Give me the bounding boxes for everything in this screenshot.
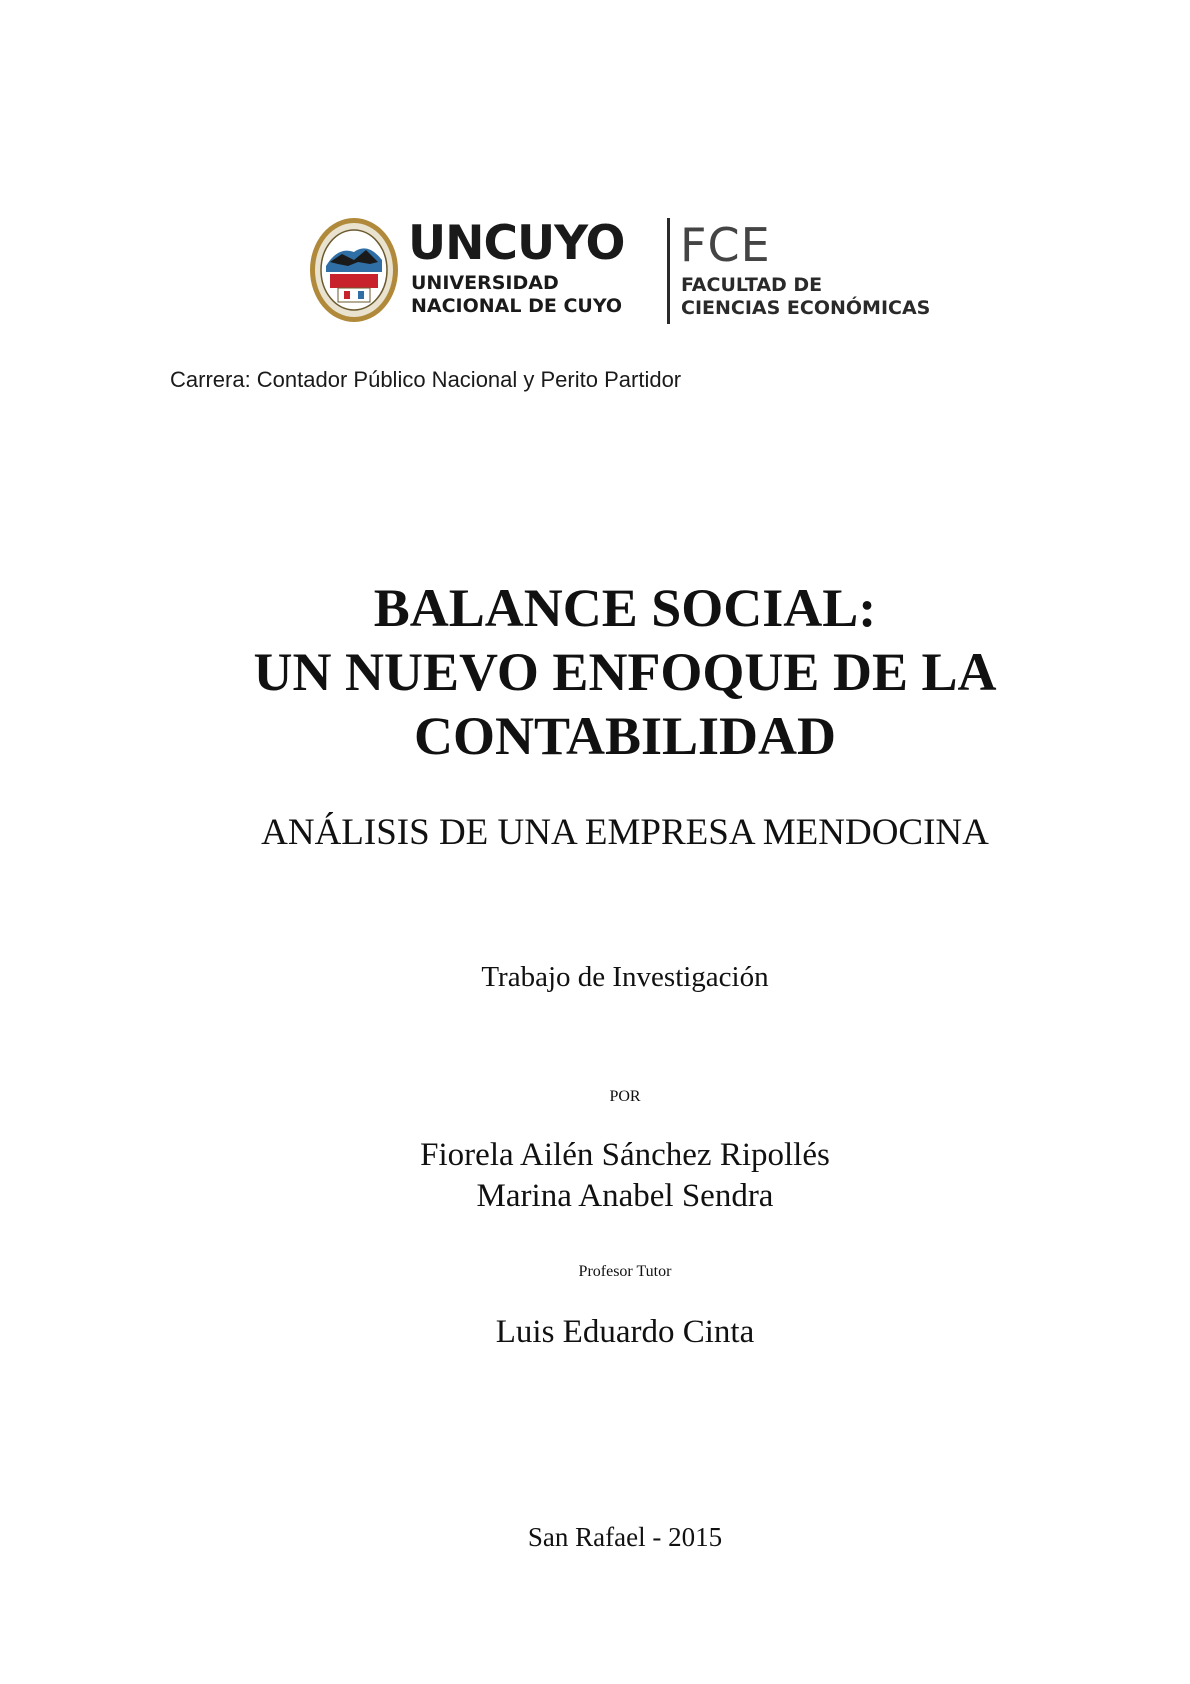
- tutor-name: Luis Eduardo Cinta: [495, 1314, 755, 1350]
- author-name: Fiorela Ailén Sánchez Ripollés: [420, 1137, 830, 1173]
- title-line-3: CONTABILIDAD: [413, 706, 837, 766]
- work-type: Trabajo de Investigación: [481, 961, 769, 993]
- place-date: San Rafael - 2015: [527, 1522, 723, 1552]
- author-name: Marina Anabel Sendra: [476, 1178, 774, 1214]
- fce-logo-line1: FACULTAD DE: [681, 274, 823, 296]
- uncuyo-logo-line2: NACIONAL DE CUYO: [411, 295, 623, 317]
- logo-divider: [667, 218, 670, 324]
- career-line: Carrera: Contador Público Nacional y Perito Partidor: [170, 367, 682, 392]
- header-logos: [308, 212, 948, 326]
- uncuyo-logo-name: UNCUYO: [408, 216, 625, 271]
- tutor-label: Profesor Tutor: [578, 1263, 672, 1280]
- by-label: POR: [609, 1088, 641, 1105]
- title-line-2: UN NUEVO ENFOQUE DE LA: [253, 642, 997, 702]
- title-line-1: BALANCE SOCIAL:: [373, 578, 877, 638]
- fce-logo-line2: CIENCIAS ECONÓMICAS: [681, 297, 931, 319]
- uncuyo-logo-line1: UNIVERSIDAD: [411, 272, 559, 294]
- university-seal-icon: [308, 216, 400, 324]
- subtitle: ANÁLISIS DE UNA EMPRESA MENDOCINA: [261, 812, 989, 853]
- fce-logo-name: FCE: [680, 218, 771, 272]
